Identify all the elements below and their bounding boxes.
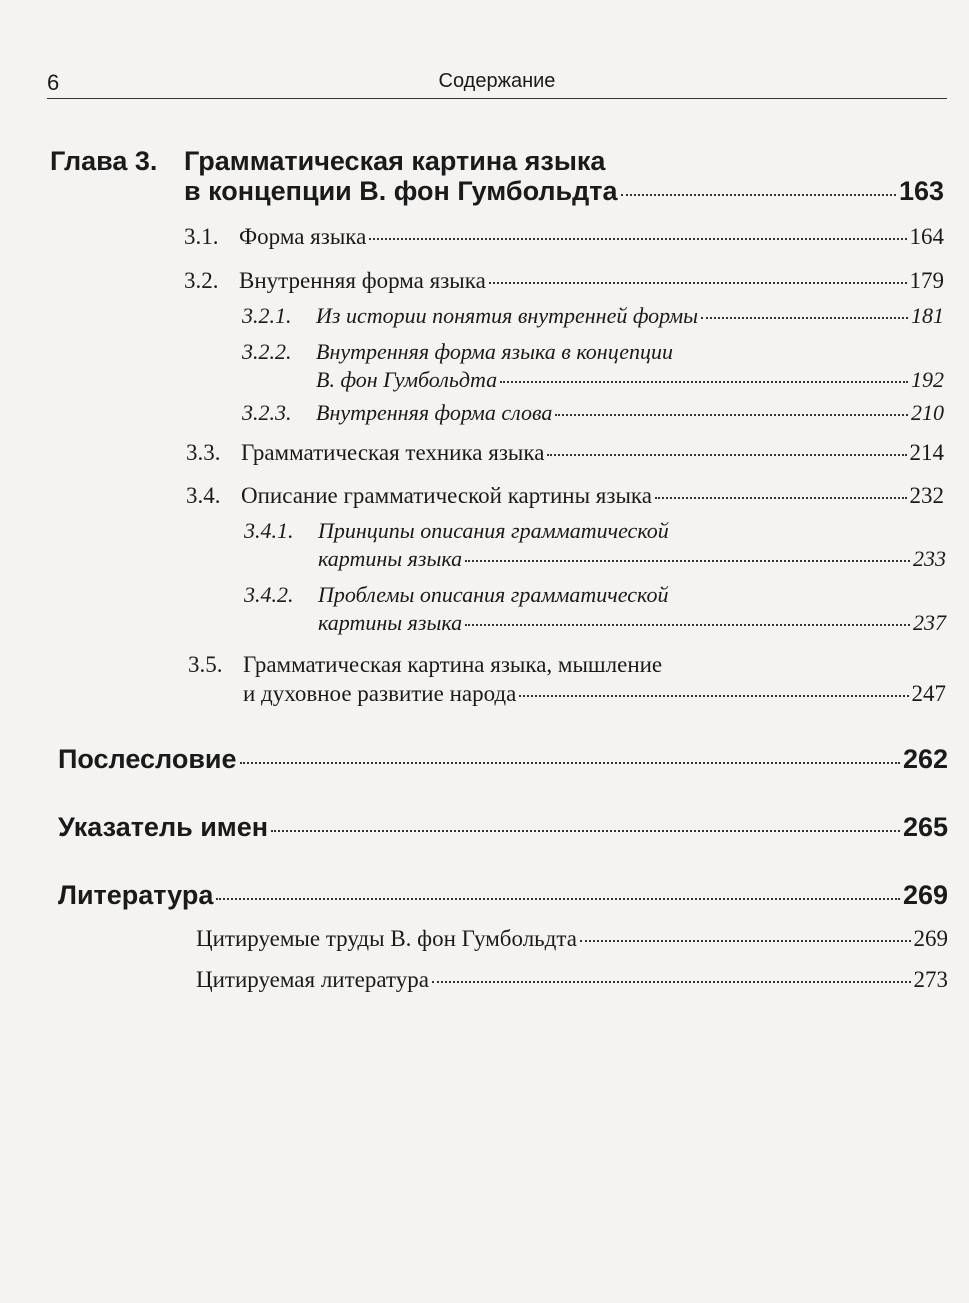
dot-leader: [500, 381, 908, 383]
section-title: картины языка: [318, 546, 463, 571]
section-title: Принципы описания грамматической: [318, 518, 669, 543]
toc-entry-afterword[interactable]: [58, 744, 948, 775]
section-title: Внутренняя форма слова: [316, 400, 553, 425]
page-ref: 164: [909, 224, 944, 249]
toc-entry-3-2[interactable]: [184, 268, 944, 294]
section-title: Литература: [58, 880, 214, 910]
page-ref: 163: [898, 176, 944, 206]
section-number: 3.4.: [186, 483, 221, 508]
page-ref: 247: [911, 681, 946, 706]
toc-entry-literature-humboldt[interactable]: [196, 926, 948, 952]
section-number: 3.3.: [186, 440, 221, 465]
section-title: Цитируемая литература: [196, 967, 429, 992]
section-number: 3.2.: [184, 268, 219, 293]
dot-leader: [369, 238, 906, 240]
page-ref: 265: [902, 812, 948, 842]
page-ref: 192: [911, 367, 944, 392]
section-title: Форма языка: [239, 224, 367, 249]
toc-entry-3-4-2-line1: [244, 582, 669, 608]
section-number: 3.5.: [188, 652, 223, 677]
page-ref: 233: [913, 546, 946, 571]
dot-leader: [271, 830, 900, 832]
section-title: Указатель имен: [58, 812, 269, 842]
toc-entry-3-4-1-line1: [244, 518, 669, 544]
page-ref: 232: [909, 483, 944, 508]
section-number: 3.2.3.: [242, 400, 292, 425]
dot-leader: [555, 414, 908, 416]
page-ref: 237: [913, 610, 946, 635]
toc-entry-name-index[interactable]: [58, 812, 948, 843]
toc-entry-3-5[interactable]: [243, 681, 946, 707]
dot-leader: [216, 898, 900, 900]
chapter-title-line2: в концепции В. фон Гумбольдта: [184, 176, 618, 206]
toc-entry-3-2-2[interactable]: [316, 367, 944, 393]
section-title: Грамматическая техника языка: [241, 440, 545, 465]
section-title: Грамматическая картина языка, мышление: [243, 652, 663, 677]
chapter-label: Глава 3.: [50, 146, 158, 176]
section-title: Проблемы описания грамматической: [318, 582, 669, 607]
toc-entry-3-2-1[interactable]: [242, 303, 944, 329]
dot-leader: [580, 940, 911, 942]
toc-entry-3-4-2[interactable]: [318, 610, 946, 636]
page-ref: 273: [913, 967, 948, 992]
dot-leader: [519, 695, 908, 697]
toc-entry-3-2-2-line1: [242, 339, 673, 365]
toc-entry-literature-cited[interactable]: [196, 967, 948, 993]
dot-leader: [465, 560, 910, 562]
toc-entry-chapter3[interactable]: [184, 176, 944, 207]
dot-leader: [489, 282, 907, 284]
section-number: 3.4.2.: [244, 582, 294, 607]
page-ref: 181: [911, 303, 944, 328]
page-ref: 269: [913, 926, 948, 951]
section-title: Внутренняя форма языка: [239, 268, 486, 293]
running-title: Содержание: [438, 70, 556, 92]
section-title: Из истории понятия внутренней формы: [316, 303, 699, 328]
section-title: Цитируемые труды В. фон Гумбольдта: [196, 926, 577, 951]
dot-leader: [432, 981, 911, 983]
dot-leader: [655, 497, 907, 499]
section-title: Внутренняя форма языка в концепции: [316, 339, 674, 364]
page-header: [47, 68, 947, 99]
section-title: картины языка: [318, 610, 463, 635]
page-ref: 262: [902, 744, 948, 774]
toc-entry-3-4-1[interactable]: [318, 546, 946, 572]
dot-leader: [701, 317, 908, 319]
chapter-title-line1: Грамматическая картина языка: [184, 146, 606, 176]
toc-entry-3-2-3[interactable]: [242, 400, 944, 426]
dot-leader: [240, 762, 900, 764]
toc-entry-literature[interactable]: [58, 880, 948, 911]
section-title: и духовное развитие народа: [243, 681, 517, 706]
section-title: Описание грамматической картины языка: [241, 483, 652, 508]
section-number: 3.2.2.: [242, 339, 292, 364]
dot-leader: [547, 454, 906, 456]
section-title: В. фон Гумбольдта: [316, 367, 498, 392]
page-number: 6: [47, 70, 60, 95]
toc-entry-3-1[interactable]: [184, 224, 944, 250]
section-number: 3.4.1.: [244, 518, 294, 543]
dot-leader: [621, 194, 896, 196]
dot-leader: [465, 624, 910, 626]
section-number: 3.2.1.: [242, 303, 292, 328]
toc-entry-3-4[interactable]: [186, 483, 944, 509]
page-ref: 210: [911, 400, 944, 425]
toc-entry-3-5-line1: [188, 652, 662, 678]
section-number: 3.1.: [184, 224, 219, 249]
page-ref: 179: [909, 268, 944, 293]
page-ref: 269: [902, 880, 948, 910]
page-ref: 214: [909, 440, 944, 465]
section-title: Послесловие: [58, 744, 237, 774]
toc-entry-3-3[interactable]: [186, 440, 944, 466]
